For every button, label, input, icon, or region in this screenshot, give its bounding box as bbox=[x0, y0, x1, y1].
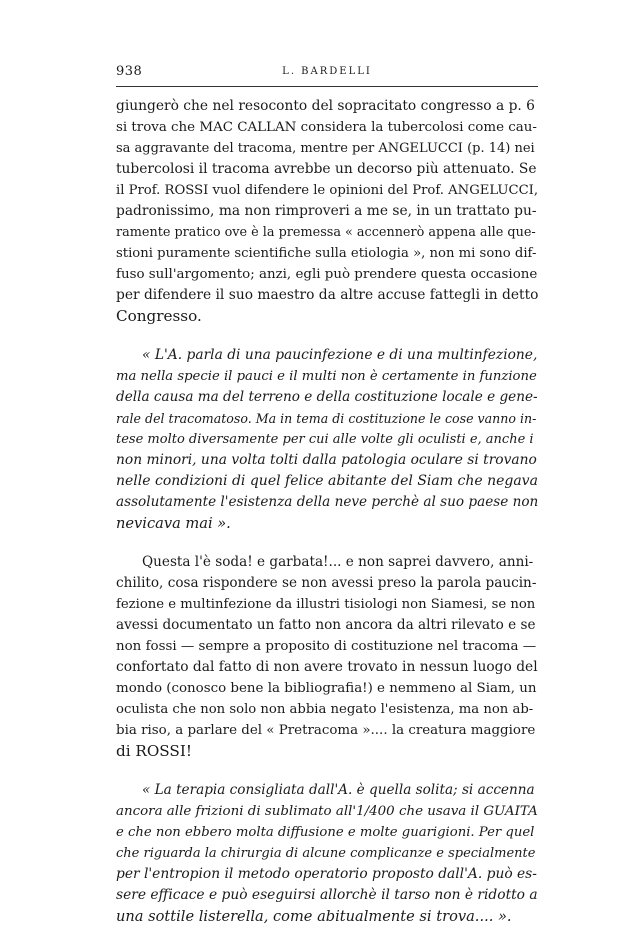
text-line: fuso sull'argomento; anzi, egli può prendere questa occasione bbox=[116, 267, 538, 282]
quote-line: che riguarda la chirurgia di alcune complicanze e specialmente bbox=[116, 846, 536, 861]
text-line: bia riso, a parlare del « Pretracoma ».... la creatura maggiore bbox=[116, 723, 536, 738]
text-line: non fossi — sempre a proposito di costituzione nel tracoma — bbox=[116, 639, 537, 654]
quote-line: non minori, una volta tolti dalla patologia oculare si trovano bbox=[116, 452, 537, 468]
quote-line: assolutamente l'esistenza della neve perchè al suo paese non bbox=[116, 494, 538, 510]
text-line: padronissimo, ma non rimproveri a me se, in un trattato pu- bbox=[116, 203, 537, 219]
text-line: si trova che MAC CALLAN considera la tubercolosi come cau- bbox=[116, 120, 537, 135]
quote-line: ancora alle frizioni di sublimato all'1/400 che usava il GUAITA bbox=[116, 804, 538, 819]
quote-line: ma nella specie il pauci e il multi non è certamente in funzione bbox=[116, 369, 537, 384]
quote-line: per l'entropion il metodo operatorio proposto dall'A. può es- bbox=[116, 866, 537, 882]
text-line: per difendere il suo maestro da altre accuse fattegli in detto bbox=[116, 287, 538, 303]
page-body bbox=[116, 96, 538, 927]
header-rule bbox=[116, 86, 538, 87]
text-line: fezione e multinfezione da illustri tisiologi non Siamesi, se non bbox=[116, 597, 536, 612]
text-line: giungerò che nel resoconto del sopracitato congresso a p. 6 bbox=[116, 98, 535, 114]
paragraph-1 bbox=[116, 96, 538, 327]
text-line: confortato dal fatto di non avere trovato in nessun luogo del bbox=[116, 659, 538, 675]
quote-line: « L'A. parla di una paucinfezione e di una multinfezione, bbox=[142, 347, 538, 363]
quote-line: nevicava mai ». bbox=[116, 515, 231, 532]
text-line: sa aggravante del tracoma, mentre per ANGELUCCI (p. 14) nei bbox=[116, 141, 535, 156]
quote-1 bbox=[116, 345, 538, 534]
quote-line: nelle condizioni di quel felice abitante del Siam che negava bbox=[116, 473, 538, 489]
quote-line: « La terapia consigliata dall'A. è quella solita; si accenna bbox=[142, 782, 535, 798]
text-line: ramente pratico ove è la premessa « accennerò appena alle que- bbox=[116, 225, 536, 240]
text-line: di ROSSI! bbox=[116, 742, 192, 760]
text-line: stioni puramente scientifiche sulla etiologia », non mi sono dif- bbox=[116, 246, 537, 261]
text-line: mondo (conosco bene la bibliografia!) e nemmeno al Siam, un bbox=[116, 681, 537, 696]
quote-line: della causa ma del terreno e della costituzione locale e gene- bbox=[116, 389, 538, 405]
running-head: L. BARDELLI bbox=[282, 66, 372, 77]
quote-line: tese molto diversamente per cui alle volte gli oculisti e, anche i bbox=[116, 432, 534, 447]
quote-line: una sottile listerella, come abitualmente si trova.... ». bbox=[116, 908, 512, 925]
quote-line: e che non ebbero molta diffusione e molte guarigioni. Per quel bbox=[116, 825, 535, 840]
text-line: tubercolosi il tracoma avrebbe un decorso più attenuato. Se bbox=[116, 161, 537, 177]
text-line: Congresso. bbox=[116, 307, 202, 325]
paragraph-2 bbox=[116, 552, 538, 762]
quote-2 bbox=[116, 780, 538, 927]
quote-line: sere efficace e può eseguirsi allorchè il tarso non è ridotto a bbox=[116, 887, 538, 903]
text-line: Questa l'è soda! e garbata!... e non saprei davvero, anni- bbox=[142, 554, 534, 570]
text-line: avessi documentato un fatto non ancora da altri rilevato e se bbox=[116, 617, 536, 633]
page-header bbox=[116, 64, 538, 84]
text-line: chilito, cosa rispondere se non avessi preso la parola paucin- bbox=[116, 575, 537, 591]
text-line: il Prof. ROSSI vuol difendere le opinioni del Prof. ANGELUCCI, bbox=[116, 183, 538, 198]
quote-line: rale del tracomatoso. Ma in tema di costituzione le cose vanno in- bbox=[116, 411, 537, 426]
page-number: 938 bbox=[116, 64, 143, 79]
text-line: oculista che non solo non abbia negato l'esistenza, ma non ab- bbox=[116, 702, 534, 717]
